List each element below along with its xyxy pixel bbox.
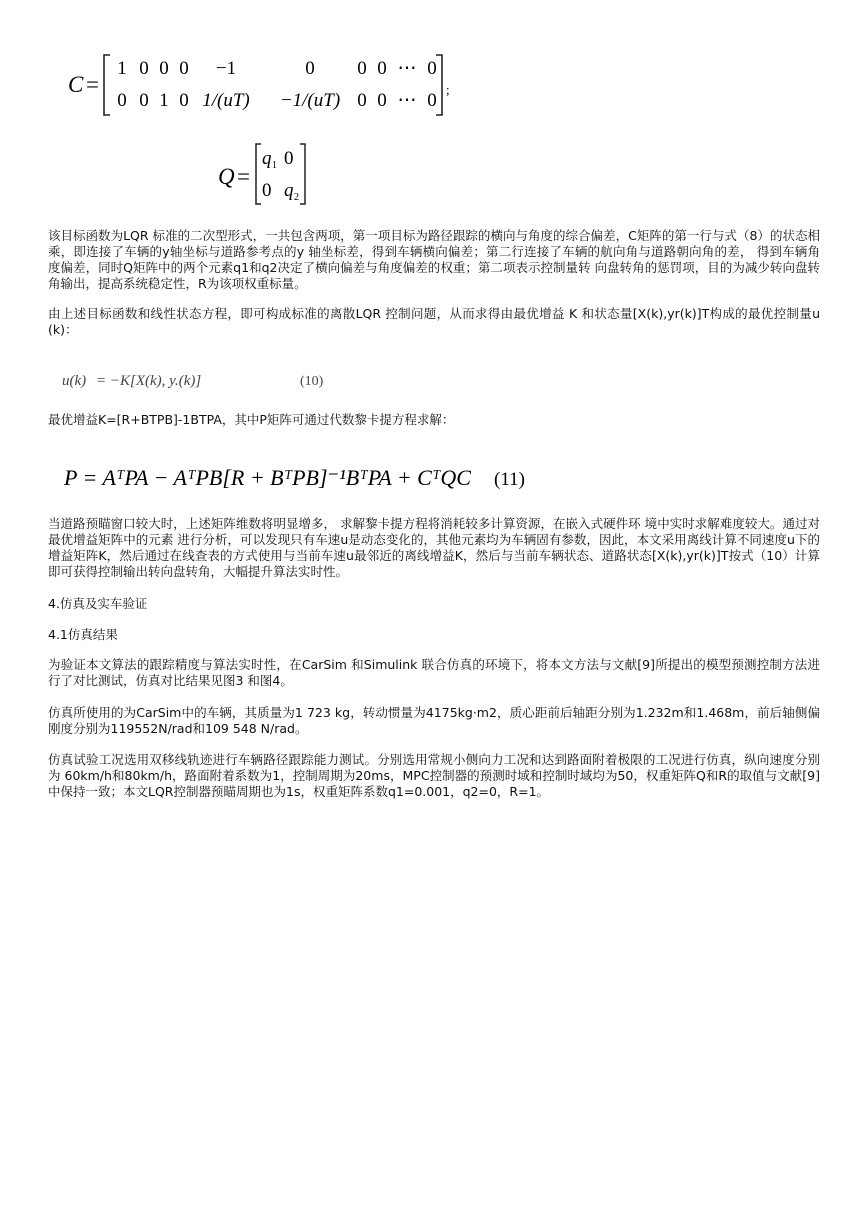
paragraph-test-conditions: 仿真试验工况选用双移线轨迹进行车辆路径跟踪能力测试。分别选用常规小侧向力工况和达到路面附着极限的工况进行仿真，纵向速度分别为 60km/h和80km/h，路面附着系数为1，控制周期为20ms，MPC控制器的预测时域和控制时域均为50，权重矩阵Q和R的取值与文献[9]中保持一致；本文LQR控制器预瞄周期也为1s，权重矩阵系数q1=0.001，q2=0，R=1。 [48,752,820,799]
c-matrix-cell: 0 [159,58,169,79]
c-matrix-cell: ⋯ [397,58,417,79]
equation-10-label: (10) [300,374,324,389]
subsection-heading-results: 4.1仿真结果 [48,627,118,642]
q-matrix-sub2: 2 [294,192,299,203]
paragraph-lqr-problem: 由上述目标函数和线性状态方程，即可构成标准的离散LQR 控制问题，从而求得由最优增益 K 和状态量[X(k),yr(k)]T构成的最优控制量u(k)： [48,306,820,337]
c-matrix-cell: 0 [139,58,149,79]
riccati-equation [60,456,560,500]
paragraph-verification: 为验证本文算法的跟踪精度与算法实时性，在CarSim 和Simulink 联合仿真的环境下，将本文方法与文献[9]所提出的模型预测控制方法进行了对比测试，仿真对比结果见图3 和图4。 [48,657,820,688]
section-heading-simulation: 4.仿真及实车验证 [48,596,148,611]
q-matrix-sub1: 1 [272,160,277,171]
c-matrix-cell: ⋯ [397,90,417,111]
c-matrix-cell: 0 [305,58,315,79]
q-matrix-q1: q [262,148,272,169]
c-matrix-semicolon: ; [446,82,450,97]
control-law-equation [60,366,360,394]
c-matrix-cell: 0 [179,90,189,111]
c-matrix-cell: 0 [377,58,387,79]
riccati-formula: P = AᵀPA − AᵀPB[R + BᵀPB]⁻¹BᵀPA + CᵀQC [64,465,471,490]
paragraph-objective-function: 该目标函数为LQR 标准的二次型形式，一共包含两项，第一项目标为路径跟踪的横向与角度的综合偏差，C矩阵的第一行与式（8）的状态相乘，即连接了车辆的y轴坐标与道路参考点的y 轴坐标差，得到车辆横向偏差；第二行连接了车辆的航向角与道路朝向角的差， 得到车辆角度偏差，同时Q矩阵中的两个元素q1和q2决定了横向偏差与角度偏差的权重；第二项表示控制量转 向盘转角的惩罚项，目的为减少转向盘转角输出，提高系统稳定性，R为该项权重标量。 [48,228,820,291]
c-matrix-equation [60,50,460,120]
c-matrix-cell: 0 [179,58,189,79]
q-matrix-lhs: Q [218,164,235,189]
svg-text:=: = [237,164,250,189]
c-matrix-cell: 0 [357,90,367,111]
control-law-rhs: = −K[X(k), y.(k)] [96,373,202,389]
equation-11-label: (11) [494,469,525,490]
paragraph-vehicle-parameters: 仿真所使用的为CarSim中的车辆，其质量为1 723 kg，转动惯量为4175kg·m2，质心距前后轴距分别为1.232m和1.468m，前后轴侧偏刚度分别为119552N/rad和109 548 N/rad。 [48,705,820,736]
c-matrix-cell: 0 [377,90,387,111]
c-matrix-cell: 1/(uT) [202,90,250,111]
c-matrix-cell: 0 [427,58,437,79]
c-matrix-cell: 0 [357,58,367,79]
c-matrix-cell: 0 [139,90,149,111]
c-matrix-cell: 0 [117,90,127,111]
c-matrix-cell: −1 [215,58,237,79]
c-matrix-cell: 1 [117,58,127,79]
c-matrix-lhs: C [68,72,84,97]
q-matrix-zero-a: 0 [284,148,294,169]
svg-text:=: = [86,72,99,97]
q-matrix-equation [212,140,322,208]
paragraph-riccati-discussion: 当道路预瞄窗口较大时，上述矩阵维数将明显增多， 求解黎卡提方程将消耗较多计算资源，在嵌入式硬件环 境中实时求解难度较大。通过对最优增益矩阵中的元素 进行分析，可以发现只有车速u是动态变化的，其他元素均为车辆固有参数，因此，本文采用离线计算不同速度u下的增益矩阵K，然后通过在线查表的方式使用与当前车速u最邻近的离线增益K，然后与当前车辆状态、道路状态[X(k),yr(k)]T按式（10）计算即可获得控制输出转向盘转角，大幅提升算法实时性。 [48,516,820,579]
q-matrix-zero-b: 0 [262,180,272,201]
q-matrix-q2: q [284,180,294,201]
c-matrix-cell: 1 [159,90,169,111]
control-law-lhs: u(k) [62,373,87,389]
c-matrix-cell: 0 [427,90,437,111]
c-matrix-cell: −1/(uT) [279,90,341,111]
paragraph-optimal-gain: 最优增益K=[R+BTPB]-1BTPA，其中P矩阵可通过代数黎卡提方程求解： [48,412,455,427]
